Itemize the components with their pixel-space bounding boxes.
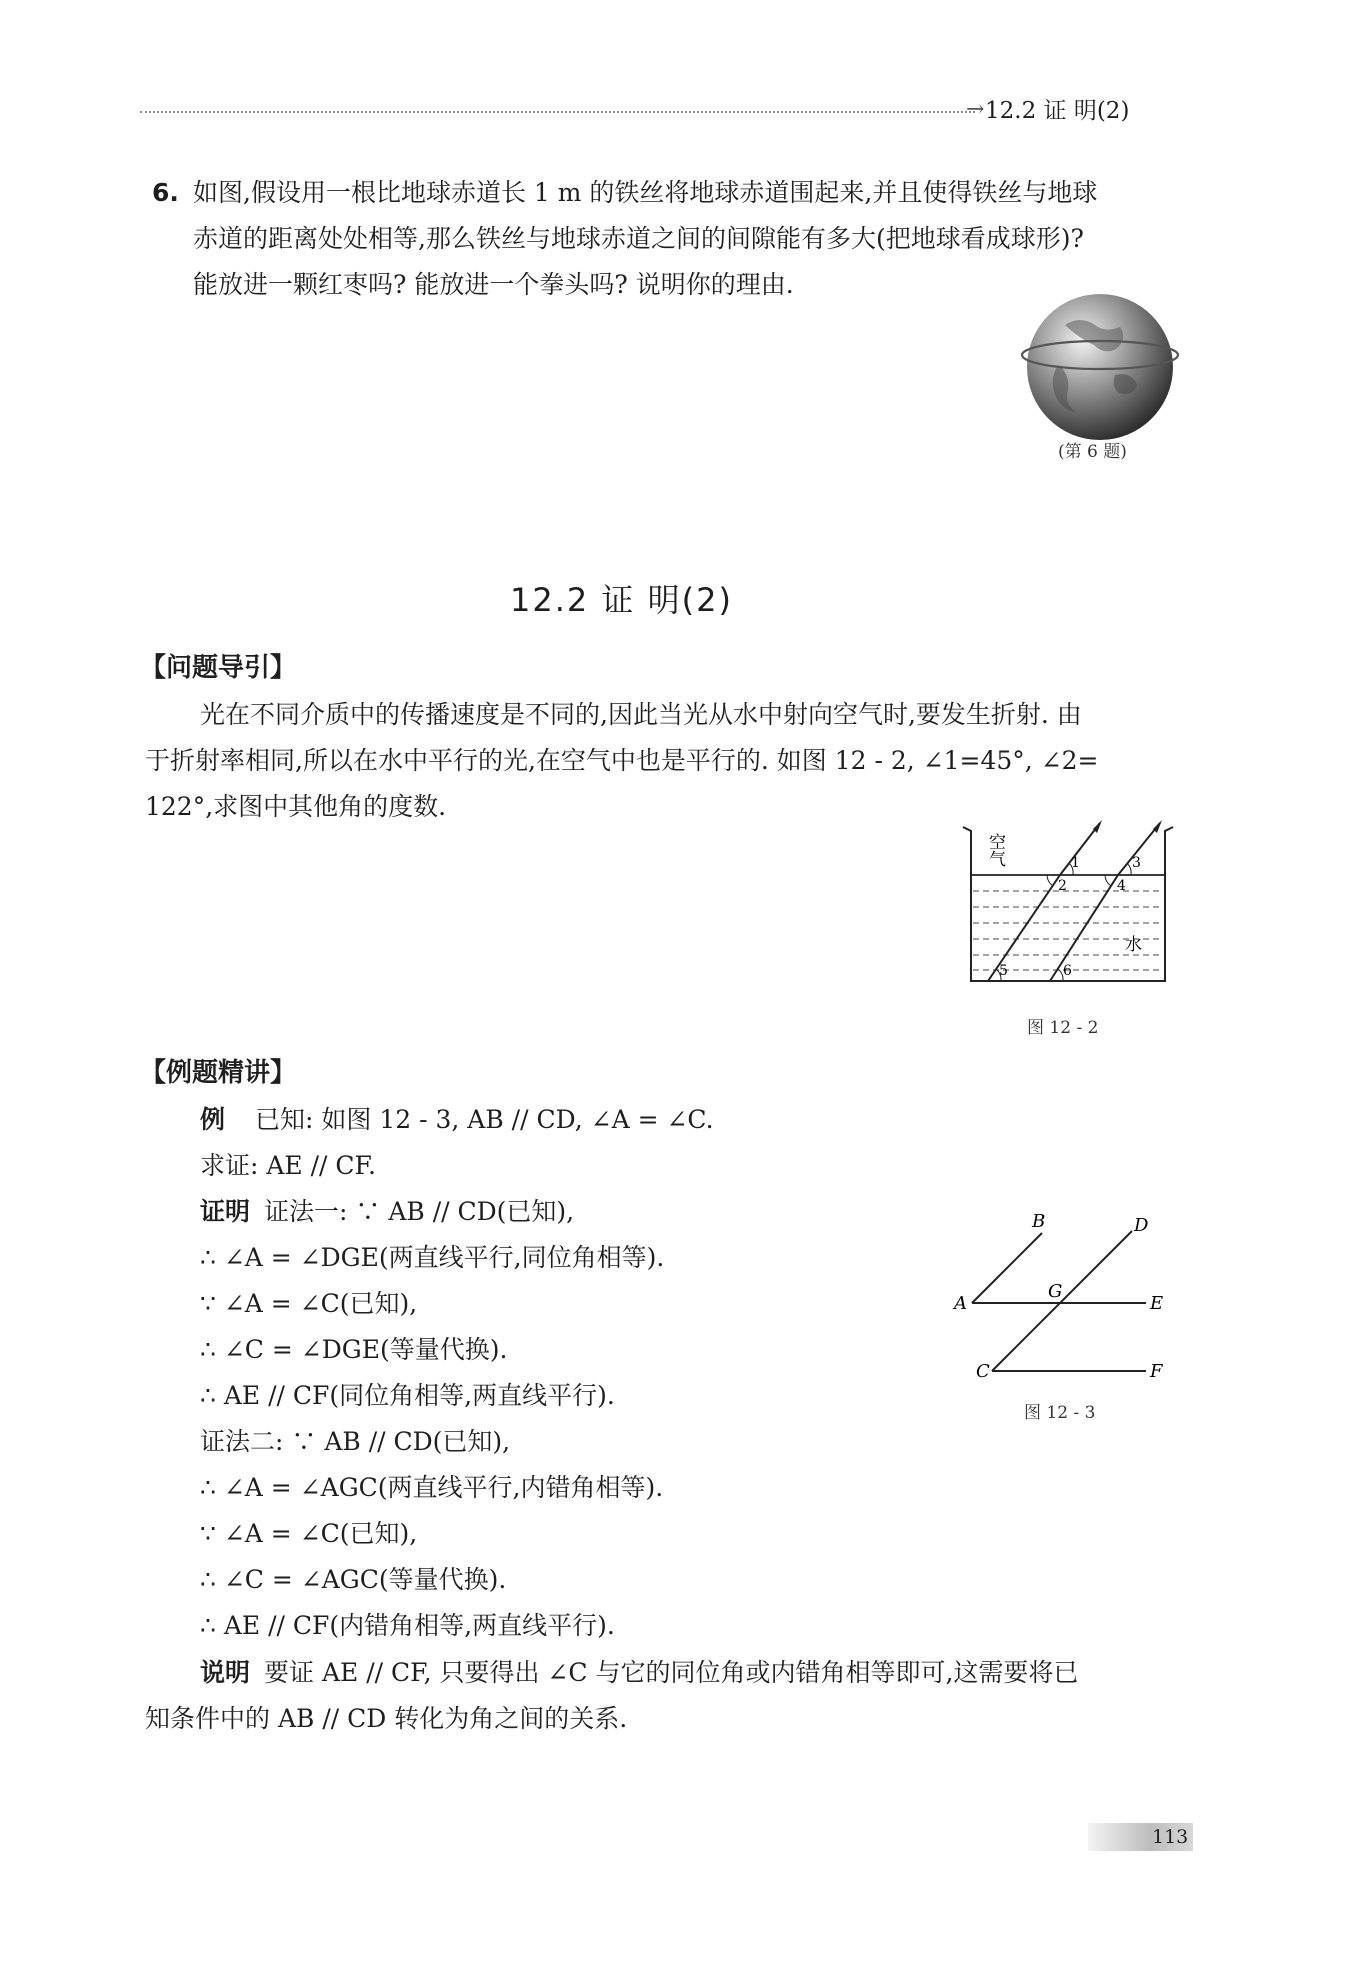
point-d: D bbox=[1134, 1215, 1149, 1236]
point-g: G bbox=[1048, 1281, 1063, 1302]
example-line-1: 例 已知: 如图 12 - 3, AB // CD, ∠A = ∠C. bbox=[200, 1105, 714, 1134]
point-f: F bbox=[1150, 1361, 1163, 1380]
example-line-10: ∵ ∠A = ∠C(已知), bbox=[200, 1519, 418, 1548]
proof-label: 证明 bbox=[200, 1197, 251, 1226]
header-arrow-icon: → bbox=[966, 97, 985, 122]
problem-line-1: 如图,假设用一根比地球赤道长 1 m 的铁丝将地球赤道围起来,并且使得铁丝与地球 bbox=[193, 178, 1098, 207]
example-line-4: ∴ ∠A = ∠DGE(两直线平行,同位角相等). bbox=[200, 1243, 665, 1272]
globe-illustration bbox=[1020, 285, 1180, 450]
angle-label-1: 1 bbox=[1071, 855, 1080, 871]
refraction-figure bbox=[955, 815, 1185, 990]
example-line-8: 证法二: ∵ AB // CD(已知), bbox=[200, 1427, 511, 1456]
header-rule bbox=[140, 111, 975, 113]
example-heading: 【例题精讲】 bbox=[140, 1058, 297, 1088]
guide-line-3: 122°,求图中其他角的度数. bbox=[145, 792, 447, 821]
note-label: 说明 bbox=[200, 1658, 251, 1687]
problem-line-3: 能放进一颗红枣吗? 能放进一个拳头吗? 说明你的理由. bbox=[193, 270, 794, 299]
example-line-7: ∴ AE // CF(同位角相等,两直线平行). bbox=[200, 1381, 615, 1410]
point-b: B bbox=[1032, 1211, 1046, 1232]
angle-label-5: 5 bbox=[999, 963, 1008, 979]
figure-12-2-caption: 图 12 - 2 bbox=[1027, 1018, 1099, 1038]
problem-number: 6. bbox=[152, 178, 179, 207]
parallel-lines-figure bbox=[950, 1205, 1180, 1380]
header-running-title: 12.2 证 明(2) bbox=[985, 98, 1130, 124]
problem-line-2: 赤道的距离处处相等,那么铁丝与地球赤道之间的间隙能有多大(把地球看成球形)? bbox=[193, 224, 1084, 253]
angle-label-6: 6 bbox=[1063, 963, 1072, 979]
angle-label-3: 3 bbox=[1132, 855, 1141, 871]
light-ray-2 bbox=[1050, 823, 1160, 981]
point-c: C bbox=[976, 1361, 990, 1380]
section-title: 12.2 证 明(2) bbox=[510, 581, 733, 619]
guide-line-1: 光在不同介质中的传播速度是不同的,因此当光从水中射向空气时,要发生折射. 由 bbox=[200, 700, 1082, 729]
angle-label-2: 2 bbox=[1058, 878, 1067, 894]
point-e: E bbox=[1150, 1293, 1164, 1314]
note-line-1: 说明 要证 AE // CF, 只要得出 ∠C 与它的同位角或内错角相等即可,这需要将已 bbox=[200, 1658, 1079, 1687]
angle-label-4: 4 bbox=[1117, 878, 1126, 894]
air-label-2: 气 bbox=[989, 850, 1006, 870]
globe-caption: (第 6 题) bbox=[1058, 442, 1127, 462]
example-line-2: 求证: AE // CF. bbox=[200, 1151, 376, 1180]
water-label: 水 bbox=[1125, 935, 1142, 955]
point-a: A bbox=[954, 1293, 967, 1314]
figure-12-3-caption: 图 12 - 3 bbox=[1024, 1403, 1096, 1423]
example-line-12: ∴ AE // CF(内错角相等,两直线平行). bbox=[200, 1611, 615, 1640]
line-ab bbox=[972, 1233, 1042, 1303]
example-line-6: ∴ ∠C = ∠DGE(等量代换). bbox=[200, 1335, 508, 1364]
example-line-9: ∴ ∠A = ∠AGC(两直线平行,内错角相等). bbox=[200, 1473, 664, 1502]
air-label-1: 空 bbox=[989, 833, 1006, 853]
example-label: 例 bbox=[200, 1105, 226, 1134]
page-number: 113 bbox=[1152, 1826, 1189, 1848]
example-line-3: 证明 证法一: ∵ AB // CD(已知), bbox=[200, 1197, 575, 1226]
example-line-5: ∵ ∠A = ∠C(已知), bbox=[200, 1289, 418, 1318]
guide-line-2: 于折射率相同,所以在水中平行的光,在空气中也是平行的. 如图 12 - 2, ∠1=45°, ∠2= bbox=[145, 746, 1099, 775]
guide-heading: 【问题导引】 bbox=[140, 653, 297, 683]
example-proof bbox=[200, 1097, 714, 1649]
note-line-2: 知条件中的 AB // CD 转化为角之间的关系. bbox=[145, 1704, 628, 1733]
example-line-11: ∴ ∠C = ∠AGC(等量代换). bbox=[200, 1565, 507, 1594]
